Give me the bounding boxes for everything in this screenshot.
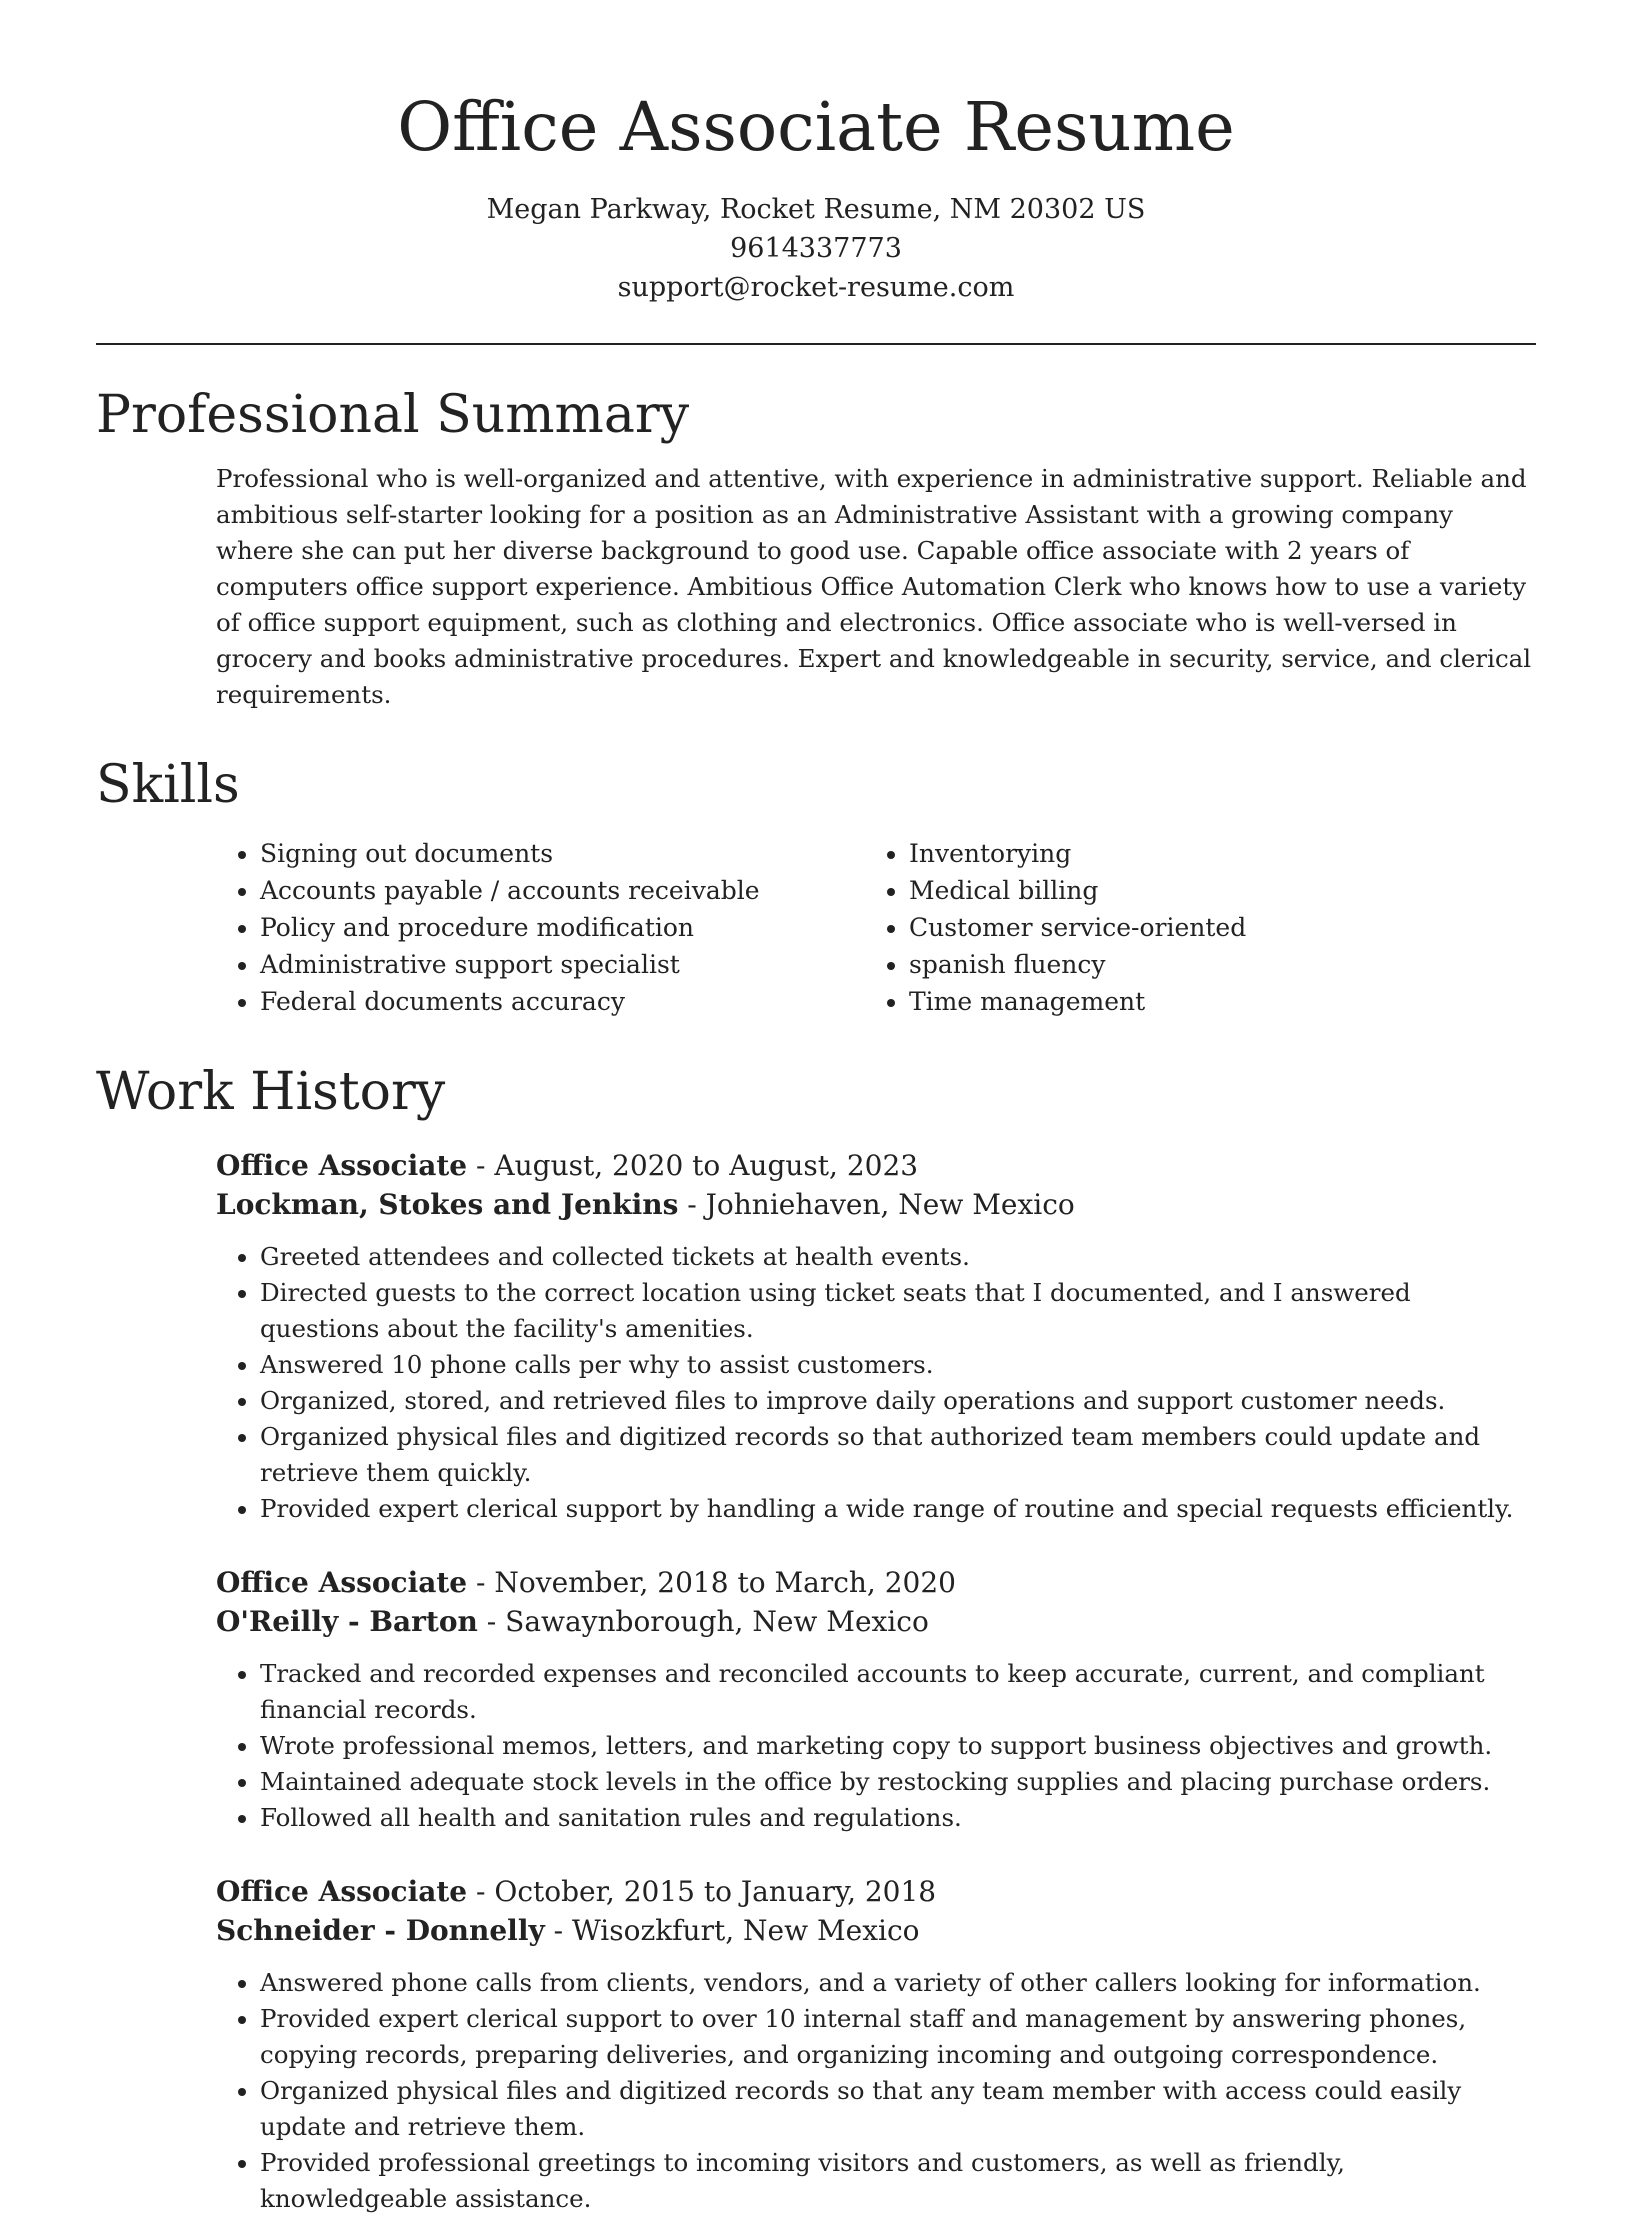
job-bullet: • Tracked and recorded expenses and reconciled accounts to keep accurate, current, and compliant financial records. — [260, 1656, 1536, 1728]
skill-item: • Signing out documents — [260, 835, 865, 872]
job-location: - Wisozkfurt, New Mexico — [544, 1914, 920, 1947]
summary-text: Professional who is well-organized and attentive, with experience in administrative support. Reliable and ambitious self-starter looking for a position as an Administrative Assistant with a growing company where she can put her diverse background to good use. Capable office associate with 2 years of computers office support experience. Ambitious Office Automation Clerk who knows how to use a variety of office support equipment, such as clothing and electronics. Office associate who is well-versed in grocery and books administrative procedures. Expert and knowledgeable in security, service, and clerical requirements. — [216, 464, 1532, 709]
skills-heading: Skills — [96, 755, 240, 815]
job-location: - Sawaynborough, New Mexico — [477, 1605, 929, 1638]
job-company-line — [216, 1602, 1536, 1641]
contact-email: support@rocket-resume.com — [617, 272, 1015, 303]
job-bullet: • Answered phone calls from clients, vendors, and a variety of other callers looking for information. — [260, 1965, 1536, 2001]
job-dates: - October, 2015 to January, 2018 — [467, 1875, 937, 1908]
job-bullet: • Organized, stored, and retrieved files to improve daily operations and support customer needs. — [260, 1383, 1536, 1419]
job-title-line — [216, 1872, 1536, 1911]
skill-item: • Time management — [909, 983, 1514, 1020]
job-dates: - November, 2018 to March, 2020 — [467, 1566, 956, 1599]
job-company-line — [216, 1185, 1536, 1224]
job-bullets — [216, 1656, 1536, 1836]
skill-item: • Accounts payable / accounts receivable — [260, 872, 865, 909]
resume-header — [96, 0, 1536, 307]
contact-address: Megan Parkway, Rocket Resume, NM 20302 US — [486, 194, 1146, 225]
job-title: Office Associate — [216, 1149, 468, 1182]
header-divider — [96, 343, 1536, 345]
contact-phone: 9614337773 — [730, 233, 902, 264]
job-entry — [216, 1146, 1536, 1527]
skill-item: • Customer service-oriented — [909, 909, 1514, 946]
skill-item: • Medical billing — [909, 872, 1514, 909]
job-company: Lockman, Stokes and Jenkins — [216, 1188, 679, 1221]
skill-item: • spanish fluency — [909, 946, 1514, 983]
job-company-line — [216, 1911, 1536, 1950]
skill-item: • Federal documents accuracy — [260, 983, 865, 1020]
job-bullets — [216, 1965, 1536, 2217]
job-bullet: • Provided expert clerical support to over 10 internal staff and management by answering phones, copying records, preparing deliveries, and organizing incoming and outgoing correspondence. — [260, 2001, 1536, 2073]
work-history-heading: Work History — [96, 1062, 446, 1122]
job-company: Schneider - Donnelly — [216, 1914, 545, 1947]
job-dates: - August, 2020 to August, 2023 — [467, 1149, 919, 1182]
job-title: Office Associate — [216, 1875, 468, 1908]
skill-item: • Administrative support specialist — [260, 946, 865, 983]
job-bullet: • Provided expert clerical support by handling a wide range of routine and special requests efficiently. — [260, 1491, 1536, 1527]
job-bullet: • Wrote professional memos, letters, and marketing copy to support business objectives and growth. — [260, 1728, 1536, 1764]
resume-title: Office Associate Resume — [397, 88, 1235, 166]
job-bullet: • Organized physical files and digitized records so that any team member with access could easily update and retrieve them. — [260, 2073, 1536, 2145]
skill-item: • Inventorying — [909, 835, 1514, 872]
job-bullet: • Followed all health and sanitation rules and regulations. — [260, 1800, 1536, 1836]
skills-column-left — [216, 835, 865, 1020]
job-title: Office Associate — [216, 1566, 468, 1599]
skills-list — [216, 835, 1536, 1020]
job-bullets — [216, 1239, 1536, 1527]
job-bullet: • Provided professional greetings to incoming visitors and customers, as well as friendly, knowledgeable assistance. — [260, 2145, 1536, 2217]
job-bullet: • Directed guests to the correct location using ticket seats that I documented, and I answered questions about the facility's amenities. — [260, 1275, 1536, 1347]
job-company: O'Reilly - Barton — [216, 1605, 478, 1638]
job-title-line — [216, 1146, 1536, 1185]
job-bullet: • Maintained adequate stock levels in the office by restocking supplies and placing purchase orders. — [260, 1764, 1536, 1800]
job-entry — [216, 1563, 1536, 1836]
job-bullet: • Answered 10 phone calls per why to assist customers. — [260, 1347, 1536, 1383]
summary-heading: Professional Summary — [96, 385, 690, 445]
skills-column-right — [865, 835, 1514, 1020]
job-entry — [216, 1872, 1536, 2217]
job-location: - Johniehaven, New Mexico — [678, 1188, 1075, 1221]
job-title-line — [216, 1563, 1536, 1602]
job-bullet: • Greeted attendees and collected tickets at health events. — [260, 1239, 1536, 1275]
job-bullet: • Organized physical files and digitized records so that authorized team members could update and retrieve them quickly. — [260, 1419, 1536, 1491]
contact-info — [96, 190, 1536, 307]
skill-item: • Policy and procedure modification — [260, 909, 865, 946]
